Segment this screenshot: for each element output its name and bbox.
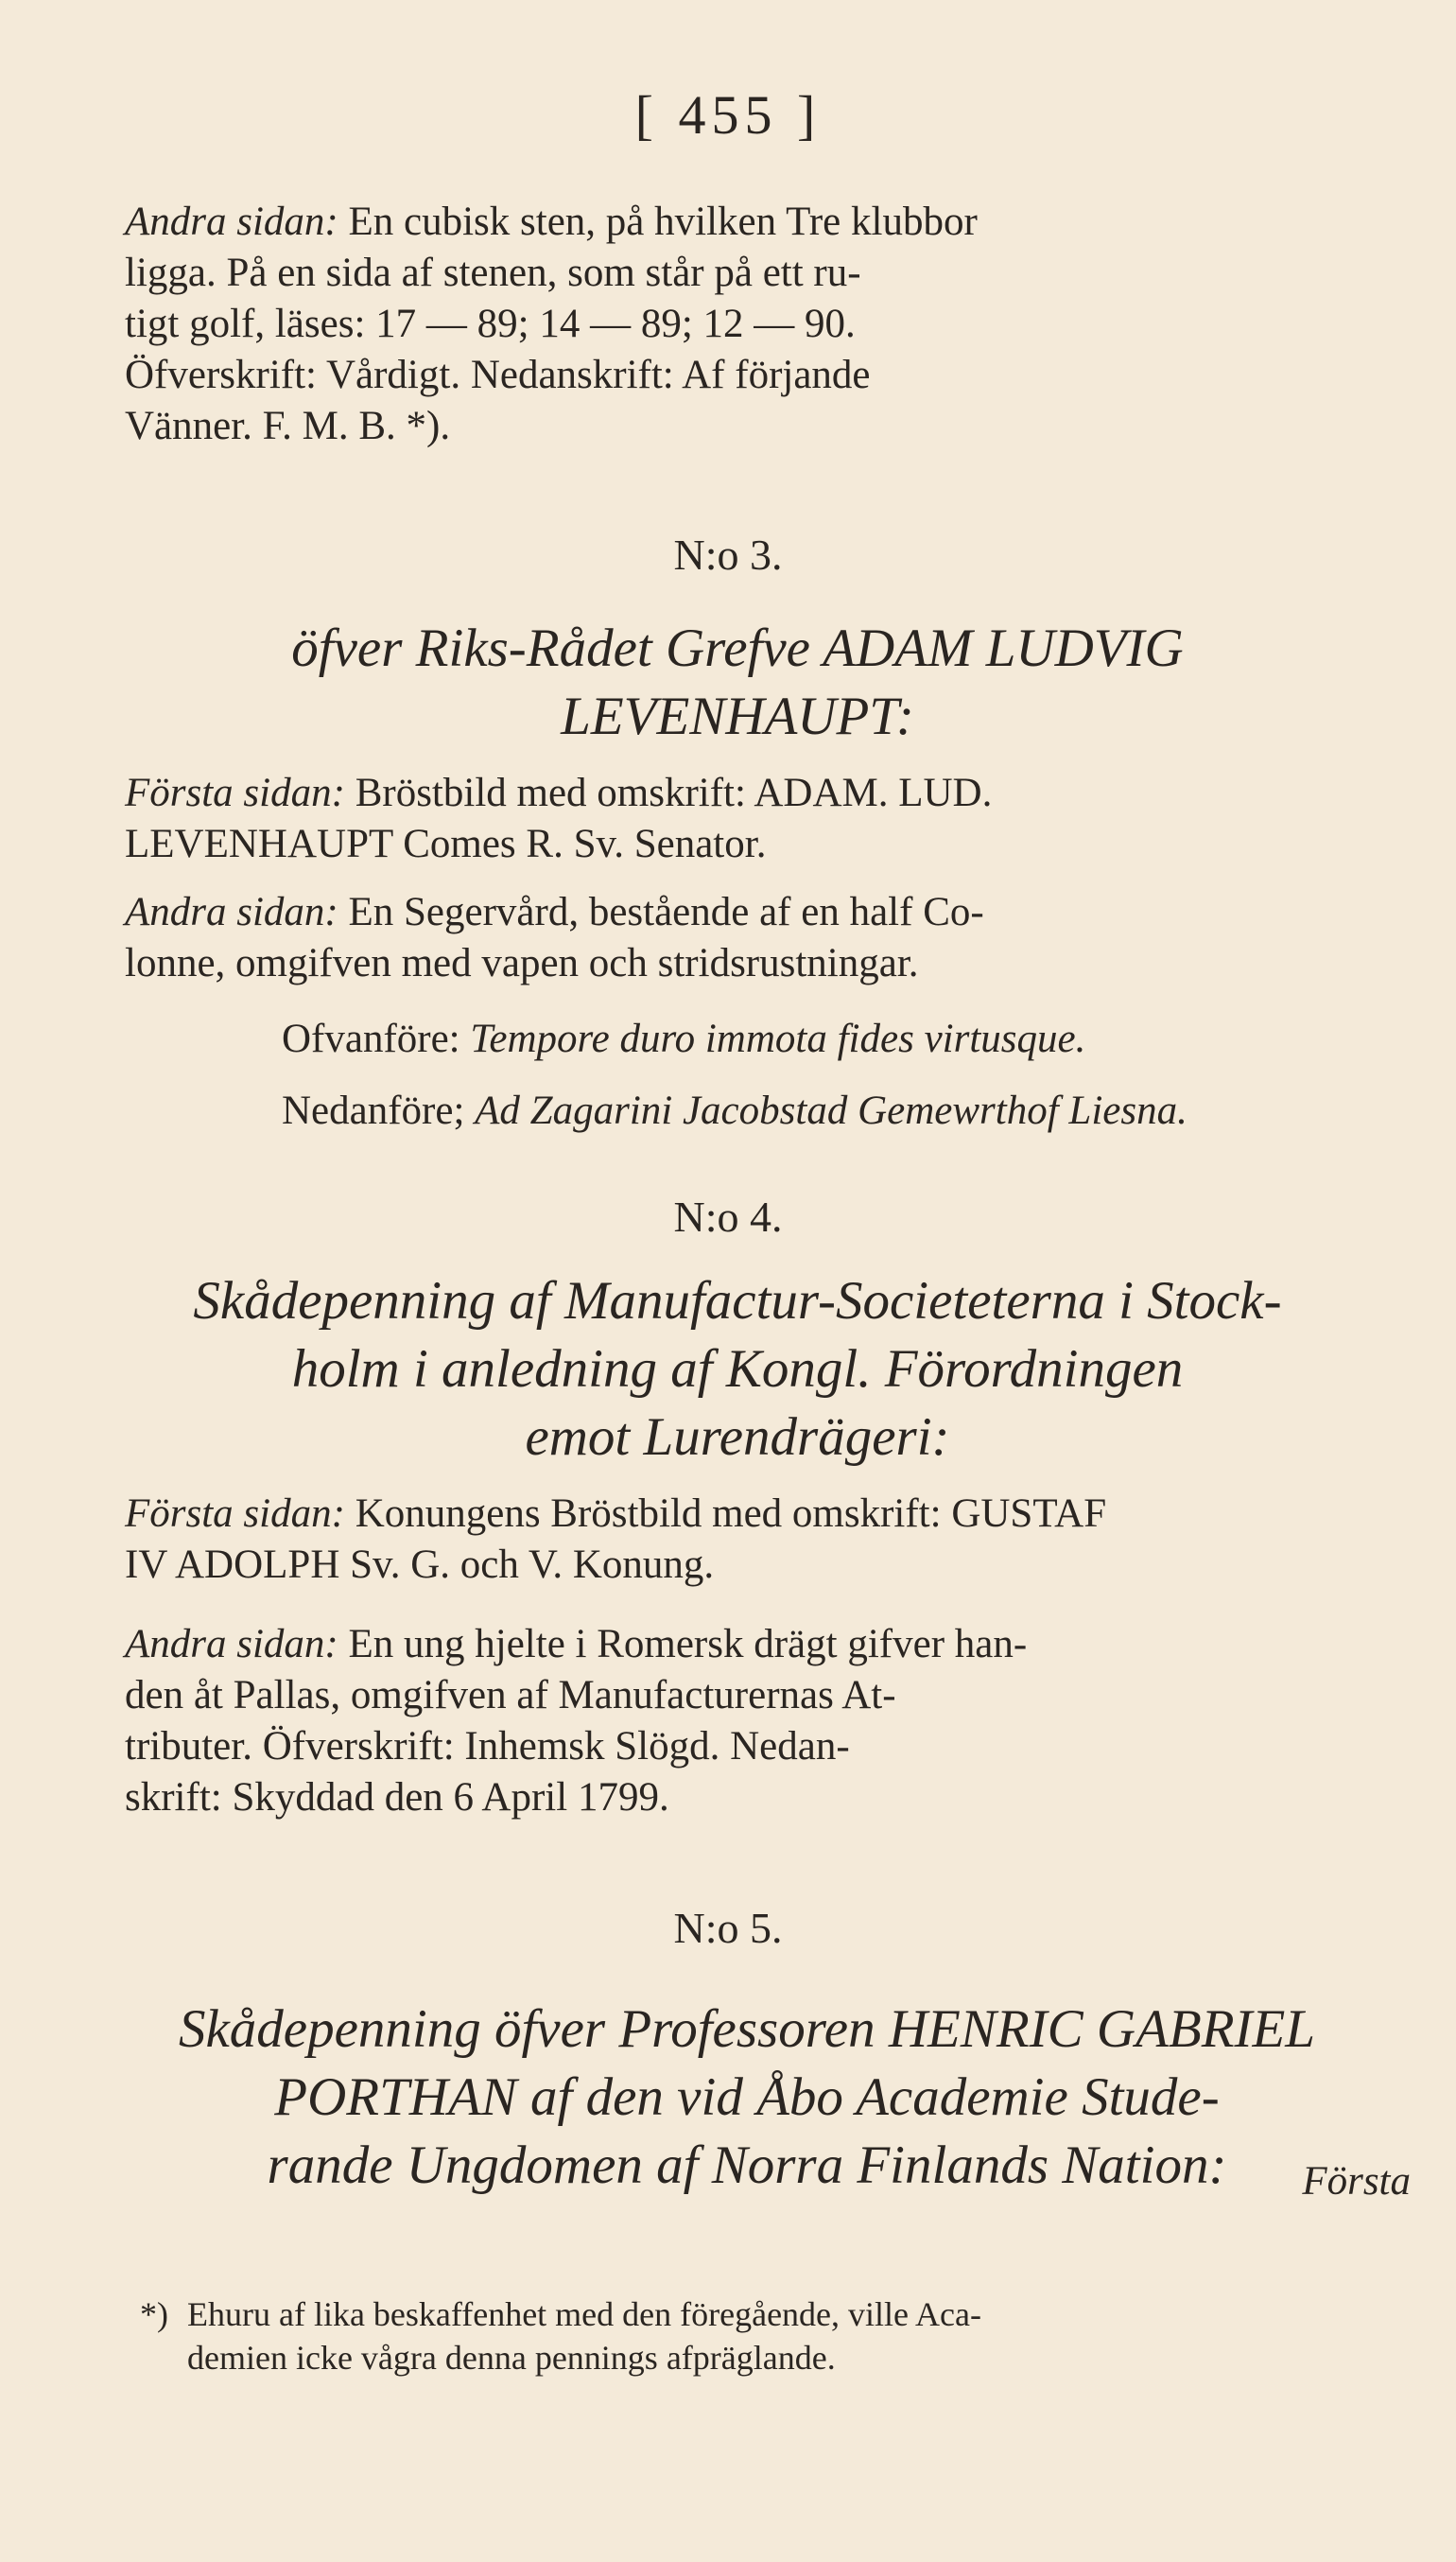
item3-above-inscription [282, 1014, 1416, 1065]
item-number-5: N:o 5. [673, 1904, 783, 1952]
title-line: LEVENHAUPT: [561, 687, 914, 746]
description-line: IV ADOLPH Sv. G. och V. Konung. [125, 1542, 715, 1587]
above-label: Ofvanföre: [282, 1017, 460, 1061]
item2-back-description [125, 197, 1456, 452]
item5-title [104, 1996, 1390, 2200]
back-side-label: Andra sidan: [125, 200, 338, 244]
footnote [140, 2292, 1416, 2379]
description-line: En Segervård, bestående af en half Co- [348, 890, 984, 934]
title-line: PORTHAN af den vid Åbo Academie Stude- [274, 2067, 1220, 2127]
front-side-label: Första sidan: [125, 1491, 345, 1536]
footnote-mark: *) [140, 2295, 168, 2333]
description-line: En cubisk sten, på hvilken Tre klubbor [348, 200, 978, 244]
description-line: Öfverskrift: Vårdigt. Nedanskrift: Af förjande [125, 353, 871, 397]
description-line: den åt Pallas, omgifven af Manufacturernas At- [125, 1673, 896, 1717]
item3-title [123, 615, 1352, 751]
description-line: En ung hjelte i Romersk drägt gifver han- [348, 1622, 1028, 1666]
title-line: rande Ungdomen af Norra Finlands Nation: [267, 2135, 1227, 2195]
description-line: lonne, omgifven med vapen och stridsrustningar. [125, 941, 919, 985]
catchword: Första [1302, 2159, 1411, 2204]
description-line: ligga. På en sida af stenen, som står på ett ru- [125, 251, 861, 295]
title-line: Skådepenning öfver Professoren HENRIC GABRIEL [178, 1999, 1316, 2059]
above-inscription-text: Tempore duro immota fides virtusque. [470, 1017, 1086, 1061]
below-inscription-text: Ad Zagarini Jacobstad Gemewrthof Liesna. [475, 1089, 1187, 1133]
description-line: tigt golf, läses: 17 — 89; 14 — 89; 12 — 90. [125, 302, 856, 346]
title-line: emot Lurendrägeri: [525, 1407, 950, 1467]
description-line: LEVENHAUPT Comes R. Sv. Senator. [125, 822, 767, 866]
item-number-4: N:o 4. [673, 1193, 783, 1241]
footnote-line: Ehuru af lika beskaffenhet med den föregående, ville Aca- [187, 2295, 981, 2333]
below-label: Nedanföre; [282, 1089, 465, 1133]
item4-front-description [125, 1489, 1456, 1591]
item3-below-inscription [282, 1086, 1416, 1137]
item3-back-description [125, 887, 1456, 989]
front-side-label: Första sidan: [125, 771, 345, 815]
description-line: Konungens Bröstbild med omskrift: GUSTAF [355, 1491, 1107, 1536]
item4-title [123, 1267, 1352, 1472]
description-line: Vänner. F. M. B. *). [125, 404, 451, 448]
item4-back-description [125, 1619, 1456, 1823]
footnote-line: demien icke vågra denna pennings afpräglande. [187, 2339, 836, 2377]
description-line: skrift: Skyddad den 6 April 1799. [125, 1775, 669, 1820]
item3-front-description [125, 768, 1456, 870]
title-line: Skådepenning af Manufactur-Societeterna i Stock- [193, 1271, 1282, 1331]
item-number-3: N:o 3. [673, 531, 783, 579]
description-line: Bröstbild med omskrift: ADAM. LUD. [355, 771, 993, 815]
description-line: tributer. Öfverskrift: Inhemsk Slögd. Nedan- [125, 1724, 850, 1769]
title-line: holm i anledning af Kongl. Förordningen [291, 1339, 1184, 1399]
back-side-label: Andra sidan: [125, 890, 338, 934]
back-side-label: Andra sidan: [125, 1622, 338, 1666]
page-number: [ 455 ] [634, 84, 822, 146]
title-line: öfver Riks-Rådet Grefve ADAM LUDVIG [291, 619, 1184, 678]
